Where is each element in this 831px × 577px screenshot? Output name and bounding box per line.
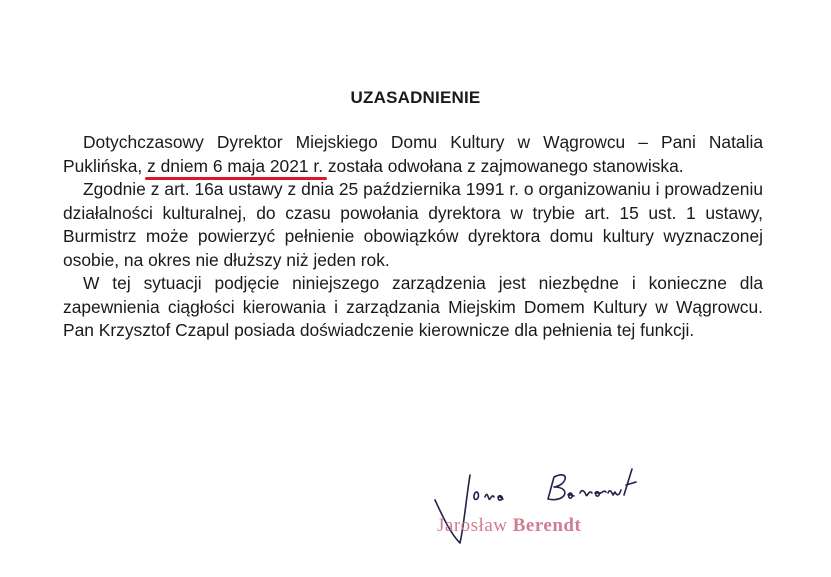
paragraph-2-text: Zgodnie z art. 16a ustawy z dnia 25 października 1991 r. o organizowaniu i prowadzeniu działalności kulturalnej, do czasu powołania dyrektora w trybie art. 15 ust. 1 ustawy, Burmistrz może powierzyć pełnienie obowiązków dyrektora domu kultury wyznaczonej osobie, na okres nie dłuższy niż jeden rok. xyxy=(63,179,763,270)
signature-block xyxy=(430,455,690,555)
signature-stroke-n2 xyxy=(608,490,621,495)
stamp-first-name: Jarosław xyxy=(437,515,508,536)
signature-stroke-a2 xyxy=(568,493,574,498)
document-body xyxy=(63,131,763,343)
signature-stroke-dt xyxy=(624,469,636,495)
paragraph-1 xyxy=(63,131,763,178)
signature-stroke-n xyxy=(485,494,494,499)
red-underline xyxy=(145,177,327,180)
paragraph-1-text-before: Dotychczasowy Dyrektor Miejskiego Domu Kultury w Wągrowcu – Pani Natalia Puklińska, xyxy=(63,132,763,176)
handwritten-signature xyxy=(430,455,690,555)
paragraph-3-text: W tej sytuacji podjęcie niniejszego zarządzenia jest niezbędne i konieczne dla zapewnienia ciągłości kierowania i zarządzania Miejskim Domem Kultury w Wągrowcu. Pan Krzysztof Czapul posiada doświadczenie kierownicze dla pełnienia tej funkcji. xyxy=(63,273,763,340)
name-stamp xyxy=(437,515,581,537)
signature-stroke-a xyxy=(498,496,503,500)
signature-stroke-b xyxy=(548,475,565,500)
signature-stroke-r xyxy=(580,491,592,496)
document-title: UZASADNIENIE xyxy=(350,88,481,107)
paragraph-3 xyxy=(63,272,763,343)
paragraph-2 xyxy=(63,178,763,272)
stamp-last-name: Berendt xyxy=(512,515,582,536)
signature-stroke-o xyxy=(474,492,479,500)
highlighted-date xyxy=(147,156,323,176)
paragraph-1-text-after: została odwołana z zajmowanego stanowiska. xyxy=(323,155,684,176)
signature-stroke-e xyxy=(595,491,606,496)
highlighted-date-text: z dniem 6 maja 2021 r. xyxy=(147,155,324,176)
